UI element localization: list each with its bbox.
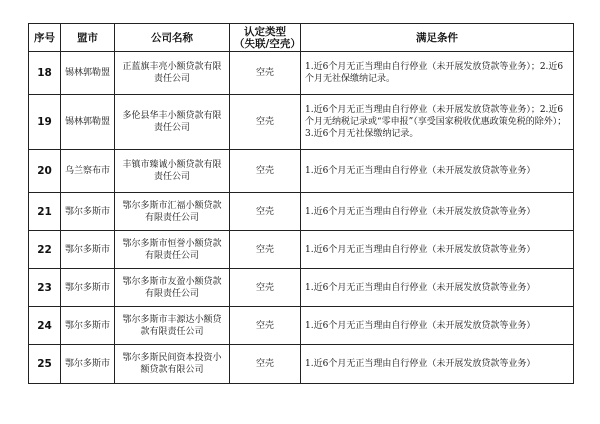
row-city: 鄂尔多斯市 <box>61 269 115 307</box>
row-condition: 1.近6个月无正当理由自行停业（未开展发放贷款等业务） <box>301 150 574 193</box>
row-condition: 1.近6个月无正当理由自行停业（未开展发放贷款等业务） <box>301 307 574 345</box>
table-row <box>29 307 574 345</box>
row-index: 25 <box>29 345 61 384</box>
row-company: 多伦县华丰小额贷款有限责任公司 <box>115 95 230 150</box>
row-city: 锡林郭勒盟 <box>61 52 115 95</box>
header-index: 序号 <box>29 24 61 52</box>
row-city: 鄂尔多斯市 <box>61 231 115 269</box>
row-index: 18 <box>29 52 61 95</box>
header-city: 盟市 <box>61 24 115 52</box>
row-company: 鄂尔多斯市汇福小额贷款有限责任公司 <box>115 193 230 231</box>
table-row <box>29 345 574 384</box>
row-city: 鄂尔多斯市 <box>61 307 115 345</box>
row-company: 鄂尔多斯市丰源达小额贷款有限责任公司 <box>115 307 230 345</box>
table-row <box>29 193 574 231</box>
table-row <box>29 52 574 95</box>
row-company: 鄂尔多斯民间资本投资小额贷款有限公司 <box>115 345 230 384</box>
row-company: 鄂尔多斯市友盈小额贷款有限责任公司 <box>115 269 230 307</box>
row-condition: 1.近6个月无正当理由自行停业（未开展发放贷款等业务）；2.近6个月无社保缴纳记录。 <box>301 52 574 95</box>
row-index: 20 <box>29 150 61 193</box>
row-index: 19 <box>29 95 61 150</box>
table-row <box>29 231 574 269</box>
row-company: 鄂尔多斯市恒誉小额贷款有限责任公司 <box>115 231 230 269</box>
row-index: 24 <box>29 307 61 345</box>
row-index: 23 <box>29 269 61 307</box>
header-condition: 满足条件 <box>301 24 574 52</box>
header-row <box>29 24 574 52</box>
table-row <box>29 269 574 307</box>
row-type: 空壳 <box>230 345 301 384</box>
row-type: 空壳 <box>230 231 301 269</box>
companies-table <box>28 23 574 384</box>
row-city: 鄂尔多斯市 <box>61 345 115 384</box>
row-type: 空壳 <box>230 193 301 231</box>
row-type: 空壳 <box>230 150 301 193</box>
row-condition: 1.近6个月无正当理由自行停业（未开展发放贷款等业务） <box>301 269 574 307</box>
row-index: 22 <box>29 231 61 269</box>
row-condition: 1.近6个月无正当理由自行停业（未开展发放贷款等业务） <box>301 231 574 269</box>
row-type: 空壳 <box>230 269 301 307</box>
header-company: 公司名称 <box>115 24 230 52</box>
row-type: 空壳 <box>230 52 301 95</box>
row-type: 空壳 <box>230 95 301 150</box>
row-condition: 1.近6个月无正当理由自行停业（未开展发放贷款等业务） <box>301 345 574 384</box>
row-city: 乌兰察布市 <box>61 150 115 193</box>
row-type: 空壳 <box>230 307 301 345</box>
row-company: 正蓝旗丰亮小额贷款有限责任公司 <box>115 52 230 95</box>
row-condition: 1.近6个月无正当理由自行停业（未开展发放贷款等业务）；2.近6个月无纳税记录或“零申报”（享受国家税收优惠政策免税的除外）；3.近6个月无社保缴纳记录。 <box>301 95 574 150</box>
table-row <box>29 150 574 193</box>
row-index: 21 <box>29 193 61 231</box>
header-type: 认定类型（失联/空壳） <box>230 24 301 52</box>
row-company: 丰镇市臻诚小额贷款有限责任公司 <box>115 150 230 193</box>
row-condition: 1.近6个月无正当理由自行停业（未开展发放贷款等业务） <box>301 193 574 231</box>
table-row <box>29 95 574 150</box>
row-city: 锡林郭勒盟 <box>61 95 115 150</box>
row-city: 鄂尔多斯市 <box>61 193 115 231</box>
